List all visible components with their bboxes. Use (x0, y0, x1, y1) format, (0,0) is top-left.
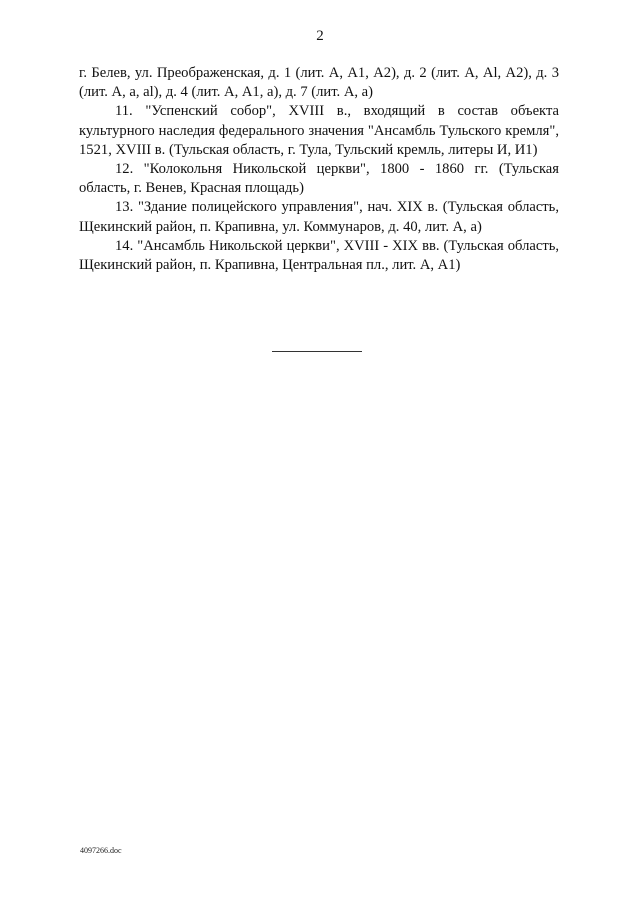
document-body (79, 64, 559, 275)
list-item-13: 13. "Здание полицейского управления", нач. XIX в. (Тульская область, Щекинский район, п. Крапивна, ул. Коммунаров, д. 40, лит. А, а) (79, 199, 559, 235)
list-item-12: 12. "Колокольня Никольской церкви", 1800 - 1860 гг. (Тульская область, г. Венев, Красная площадь) (79, 161, 559, 197)
list-item-14: 14. "Ансамбль Никольской церкви", XVIII - XIX вв. (Тульская область, Щекинский район, п. Крапивна, Центральная пл., лит. А, А1) (79, 237, 559, 274)
page-number: 2 (316, 28, 324, 44)
paragraph-continuation: г. Белев, ул. Преображенская, д. 1 (лит. А, А1, А2), д. 2 (лит. А, Al, А2), д. 3 (лит. А, а, al), д. 4 (лит. А, А1, а), д. 7 (лит. А, а) (79, 65, 559, 101)
end-divider (272, 351, 362, 352)
list-item-11: 11. "Успенский собор", XVIII в., входящий в состав объекта культурного наследия федерального значения "Ансамбль Тульского кремля", 1521, XVIII в. (Тульская область, г. Тула, Тульский кремль, литеры И, И1) (79, 103, 559, 158)
file-name-footer: 4097266.doc (80, 846, 122, 855)
